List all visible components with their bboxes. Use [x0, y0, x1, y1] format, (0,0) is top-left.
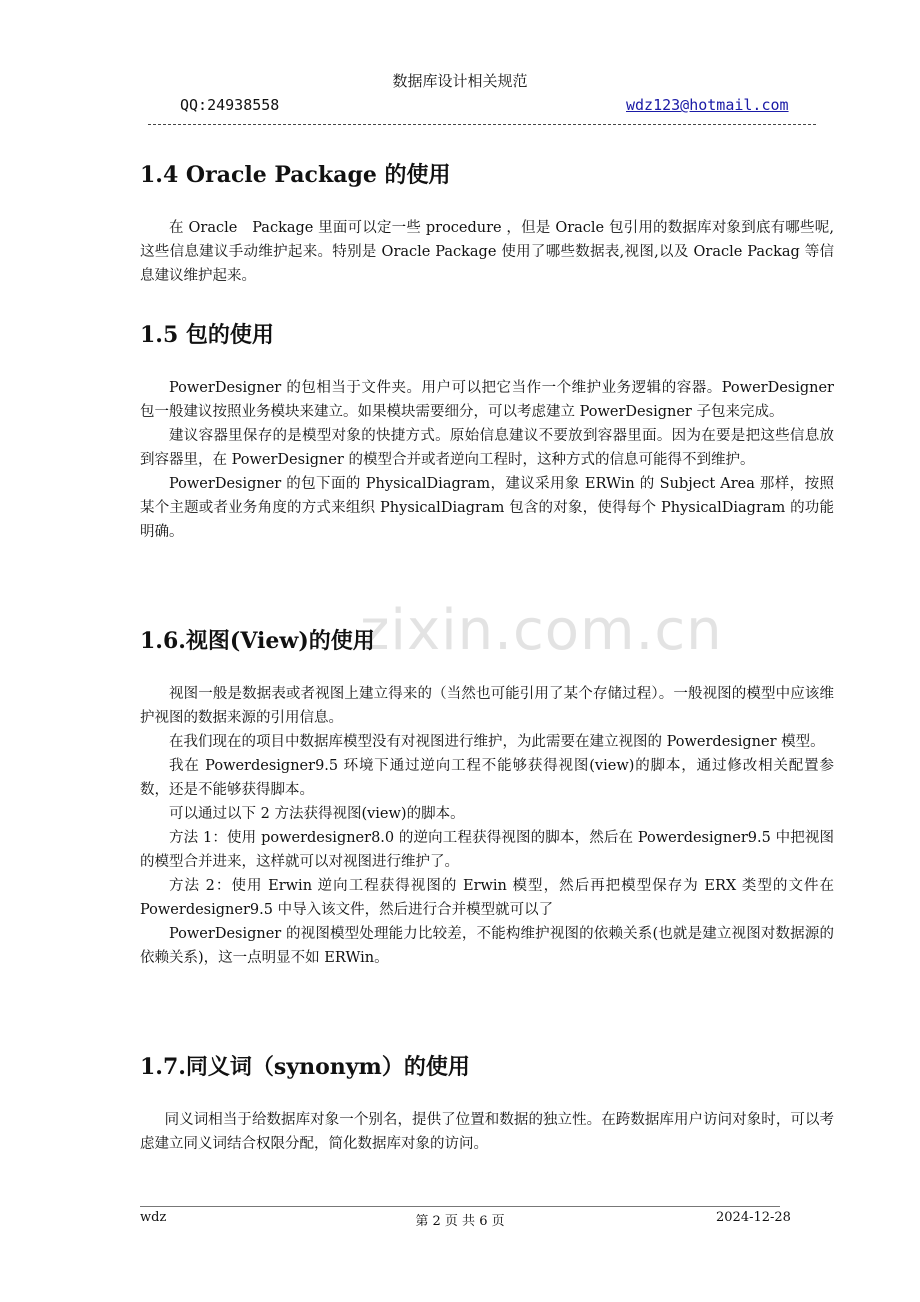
- footer-date: 2024-12-28: [716, 1210, 791, 1225]
- paragraph: 同义词相当于给数据库对象一个别名，提供了位置和数据的独立性。在跨数据库用户访问对象时，可以考虑建立同义词结合权限分配，简化数据库对象的访问。: [140, 1112, 834, 1152]
- section-body-1-5: [140, 376, 834, 544]
- footer-author: wdz: [140, 1210, 167, 1225]
- section-heading-1-6: 1.6.视图(View)的使用: [140, 628, 375, 654]
- paragraph: 建议容器里保存的是模型对象的快捷方式。原始信息建议不要放到容器里面。因为在要是把这些信息放到容器里，在 PowerDesigner 的模型合并或者逆向工程时，这种方式的信息可能得不到维护。: [140, 428, 834, 468]
- section-body-1-7: [140, 1108, 834, 1156]
- header-divider: [148, 124, 816, 125]
- section-heading-1-4: 1.4 Oracle Package 的使用: [140, 162, 451, 188]
- footer-page-number: 第 2 页 共 6 页: [415, 1214, 505, 1229]
- watermark: zixin.com.cn: [360, 598, 723, 663]
- paragraph: PowerDesigner 的视图模型处理能力比较差，不能构维护视图的依赖关系(也就是建立视图对数据源的依赖关系)，这一点明显不如 ERWin。: [140, 926, 834, 966]
- paragraph: 方法 1：使用 powerdesigner8.0 的逆向工程获得视图的脚本，然后在 Powerdesigner9.5 中把视图的模型合并进来，这样就可以对视图进行维护了。: [140, 830, 834, 870]
- section-heading-1-5: 1.5 包的使用: [140, 322, 274, 348]
- paragraph: PowerDesigner 的包相当于文件夹。用户可以把它当作一个维护业务逻辑的容器。PowerDesigner 包一般建议按照业务模块来建立。如果模块需要细分，可以考虑建立 PowerDesigner 子包来完成。: [140, 380, 834, 420]
- paragraph: 在 Oracle Package 里面可以定一些 procedure ，但是 Oracle 包引用的数据库对象到底有哪些呢,这些信息建议手动维护起来。特别是 Oracle Package 使用了哪些数据表,视图,以及 Oracle Packag 等信息建议维护起来。: [140, 220, 834, 284]
- document-title: 数据库设计相关规范: [392, 72, 528, 90]
- paragraph: PowerDesigner 的包下面的 PhysicalDiagram，建议采用象 ERWin 的 Subject Area 那样，按照某个主题或者业务角度的方式来组织 PhysicalDiagram 包含的对象，使得每个 PhysicalDiagram 的功能明确。: [140, 476, 834, 540]
- section-heading-1-7: 1.7.同义词（synonym）的使用: [140, 1054, 470, 1080]
- paragraph: 我在 Powerdesigner9.5 环境下通过逆向工程不能够获得视图(view)的脚本，通过修改相关配置参数，还是不能够获得脚本。: [140, 758, 834, 798]
- footer-divider: [140, 1206, 780, 1207]
- qq-contact: QQ:24938558: [180, 96, 280, 114]
- section-body-1-6: [140, 682, 834, 970]
- paragraph: 方法 2：使用 Erwin 逆向工程获得视图的 Erwin 模型，然后再把模型保存为 ERX 类型的文件在 Powerdesigner9.5 中导入该文件，然后进行合并模型就可以了: [140, 878, 834, 918]
- paragraph: 在我们现在的项目中数据库模型没有对视图进行维护，为此需要在建立视图的 Powerdesigner 模型。: [169, 734, 825, 750]
- paragraph: 视图一般是数据表或者视图上建立得来的（当然也可能引用了某个存储过程）。一般视图的模型中应该维护视图的数据来源的引用信息。: [140, 686, 834, 726]
- section-body-1-4: [140, 216, 834, 288]
- paragraph: 可以通过以下 2 方法获得视图(view)的脚本。: [169, 806, 465, 822]
- email-link[interactable]: wdz123@hotmail.com: [626, 96, 789, 114]
